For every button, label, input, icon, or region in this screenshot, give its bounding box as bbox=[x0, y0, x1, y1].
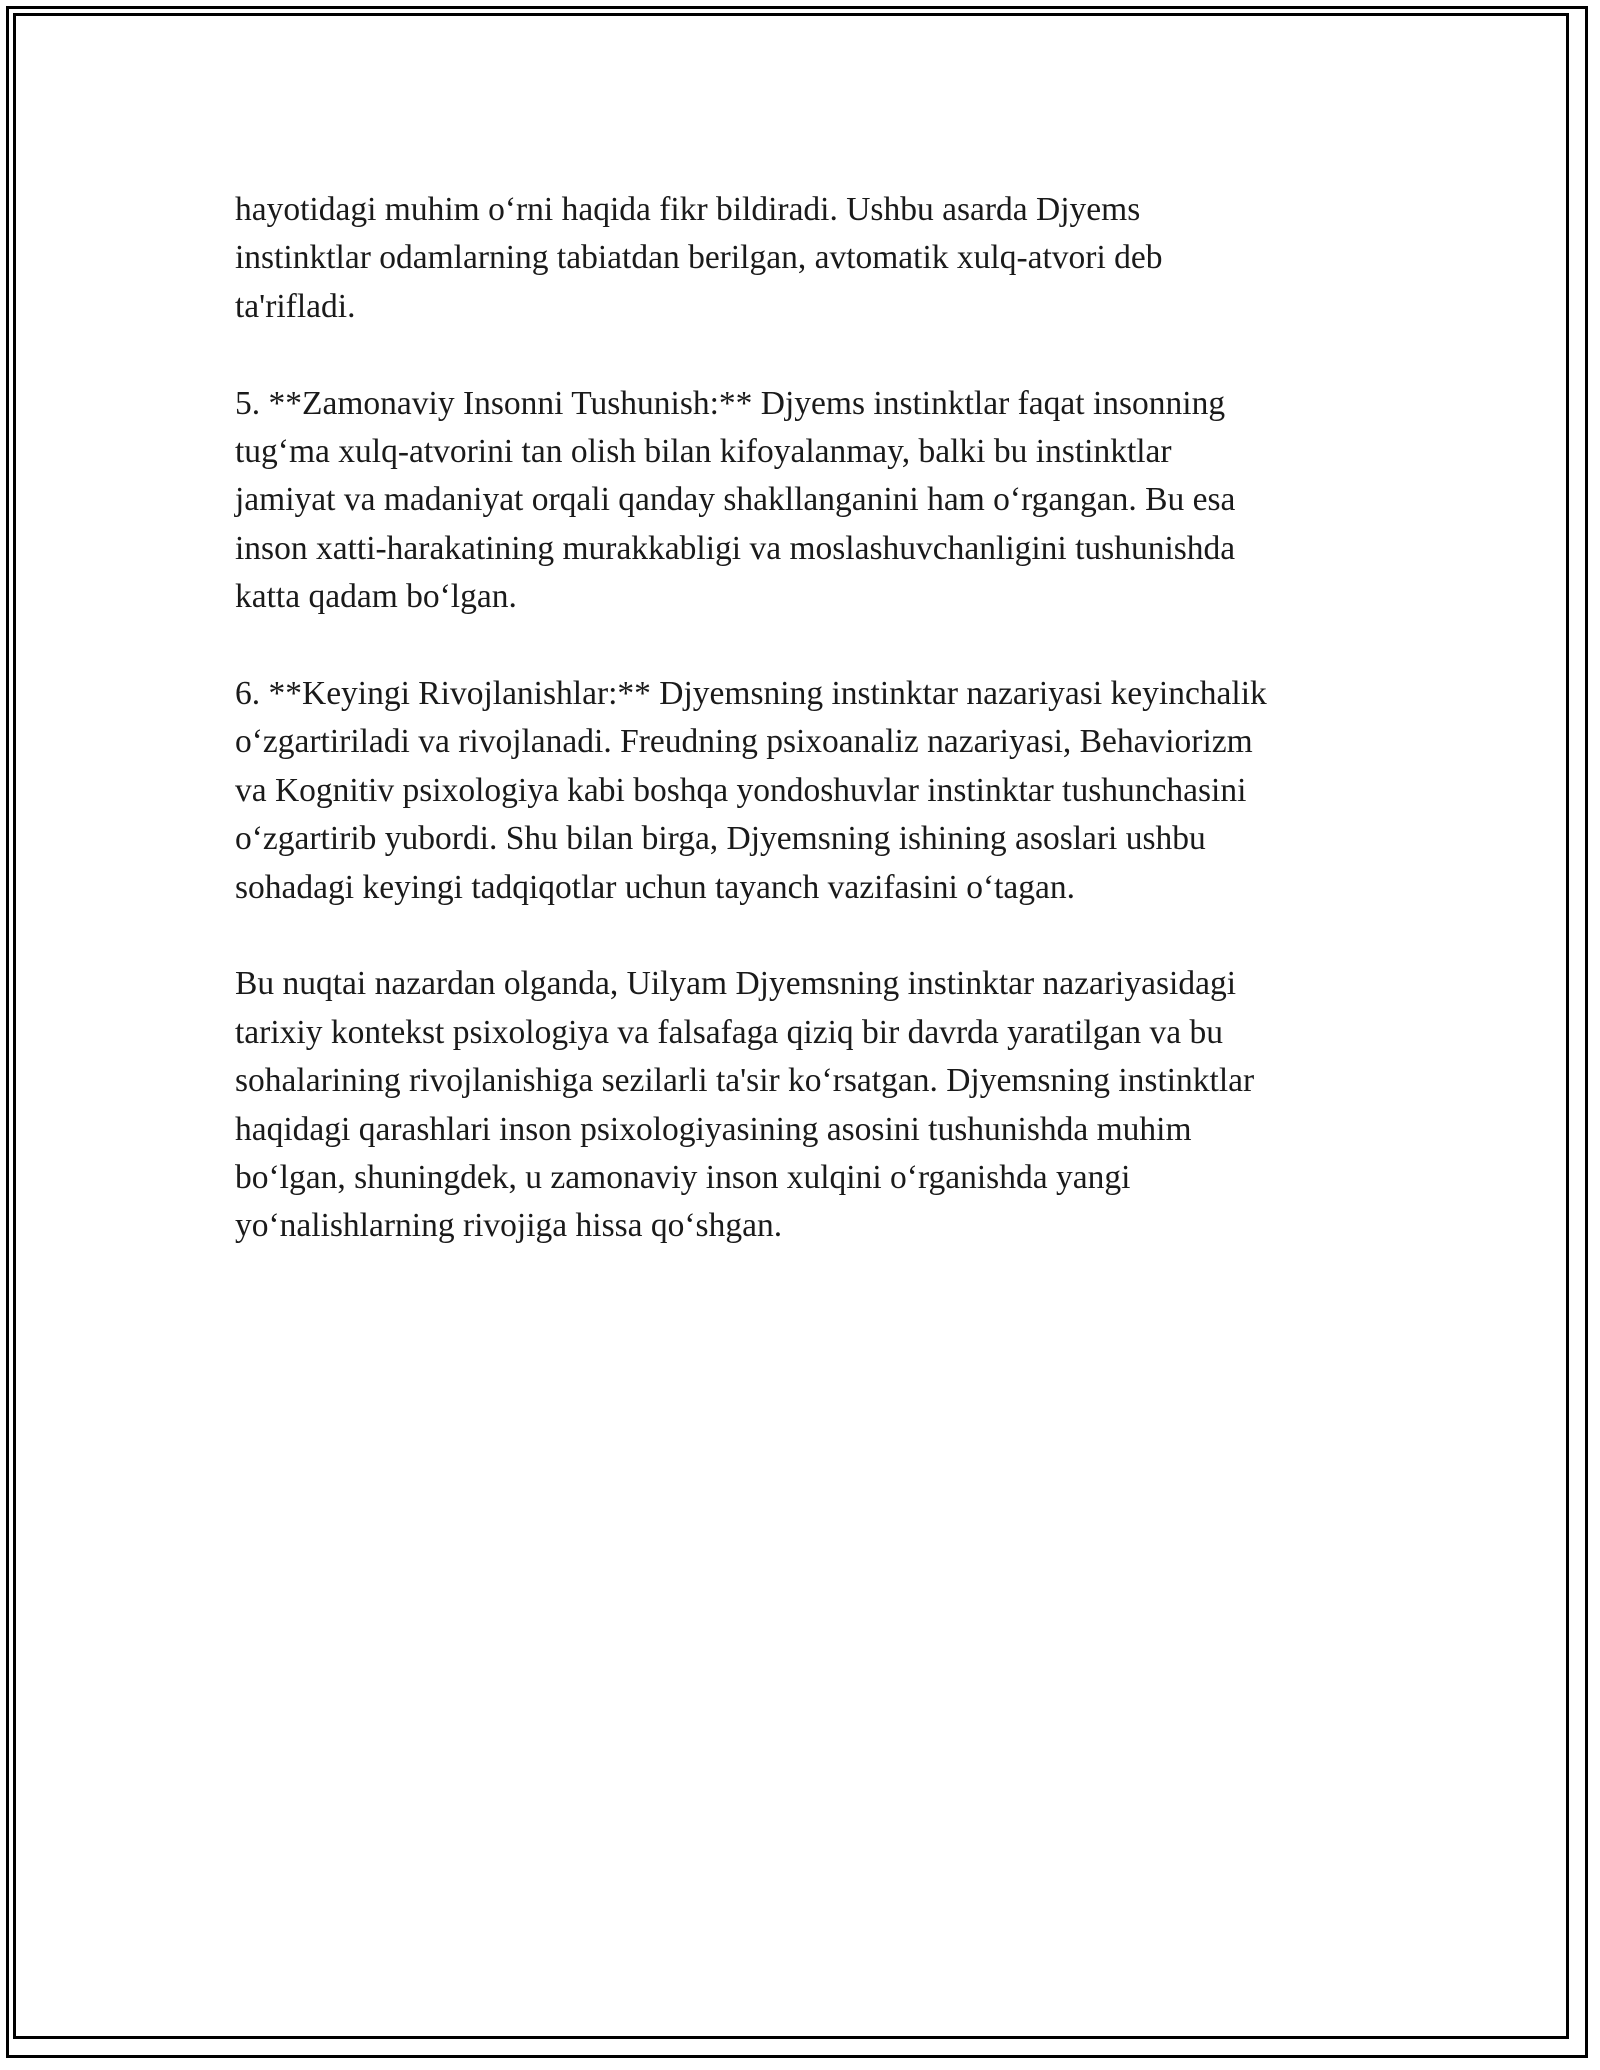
text-line: Bu nuqtai nazardan olganda, Uilyam Djyemsning instinktar nazariyasidagi bbox=[235, 965, 1237, 1003]
text-line: inson xatti-harakatining murakkabligi va moslashuvchanligini tushunishda bbox=[235, 529, 1236, 567]
text-line: katta qadam bo‘lgan. bbox=[235, 578, 517, 616]
paragraph-point-5 bbox=[235, 380, 1415, 622]
text-line: ta'rifladi. bbox=[235, 287, 356, 325]
text-line: 5. **Zamonaviy Insonni Tushunish:** Djyems instinktlar faqat insonning bbox=[235, 384, 1226, 422]
document-body bbox=[235, 186, 1415, 1299]
text-line: o‘zgartiriladi va rivojlanadi. Freudning psixoanaliz nazariyasi, Behaviorizm bbox=[235, 723, 1253, 761]
text-line: haqidagi qarashlari inson psixologiyasining asosini tushunishda muhim bbox=[235, 1110, 1192, 1148]
paragraph-intro-continuation bbox=[235, 186, 1415, 331]
paragraph-conclusion bbox=[235, 960, 1415, 1250]
text-line: instinktlar odamlarning tabiatdan berilgan, avtomatik xulq-atvori deb bbox=[235, 239, 1163, 277]
paragraph-point-6 bbox=[235, 670, 1415, 912]
text-line: sohalarining rivojlanishiga sezilarli ta'sir ko‘rsatgan. Djyemsning instinktlar bbox=[235, 1062, 1255, 1100]
text-line: hayotidagi muhim o‘rni haqida fikr bildiradi. Ushbu asarda Djyems bbox=[235, 191, 1141, 228]
text-line: 6. **Keyingi Rivojlanishlar:** Djyemsning instinktar nazariyasi keyinchalik bbox=[235, 675, 1267, 713]
text-line: o‘zgartirib yubordi. Shu bilan birga, Djyemsning ishining asoslari ushbu bbox=[235, 820, 1206, 858]
text-line: yo‘nalishlarning rivojiga hissa qo‘shgan. bbox=[235, 1207, 783, 1245]
text-line: tug‘ma xulq-atvorini tan olish bilan kifoyalanmay, balki bu instinktlar bbox=[235, 433, 1172, 471]
text-line: bo‘lgan, shuningdek, u zamonaviy inson xulqini o‘rganishda yangi bbox=[235, 1159, 1131, 1197]
text-line: va Kognitiv psixologiya kabi boshqa yondoshuvlar instinktar tushunchasini bbox=[235, 771, 1247, 809]
text-line: tarixiy kontekst psixologiya va falsafaga qiziq bir davrda yaratilgan va bu bbox=[235, 1013, 1223, 1051]
text-line: jamiyat va madaniyat orqali qanday shakllanganini ham o‘rgangan. Bu esa bbox=[235, 481, 1236, 519]
text-line: sohadagi keyingi tadqiqotlar uchun tayanch vazifasini o‘tagan. bbox=[235, 868, 1076, 906]
